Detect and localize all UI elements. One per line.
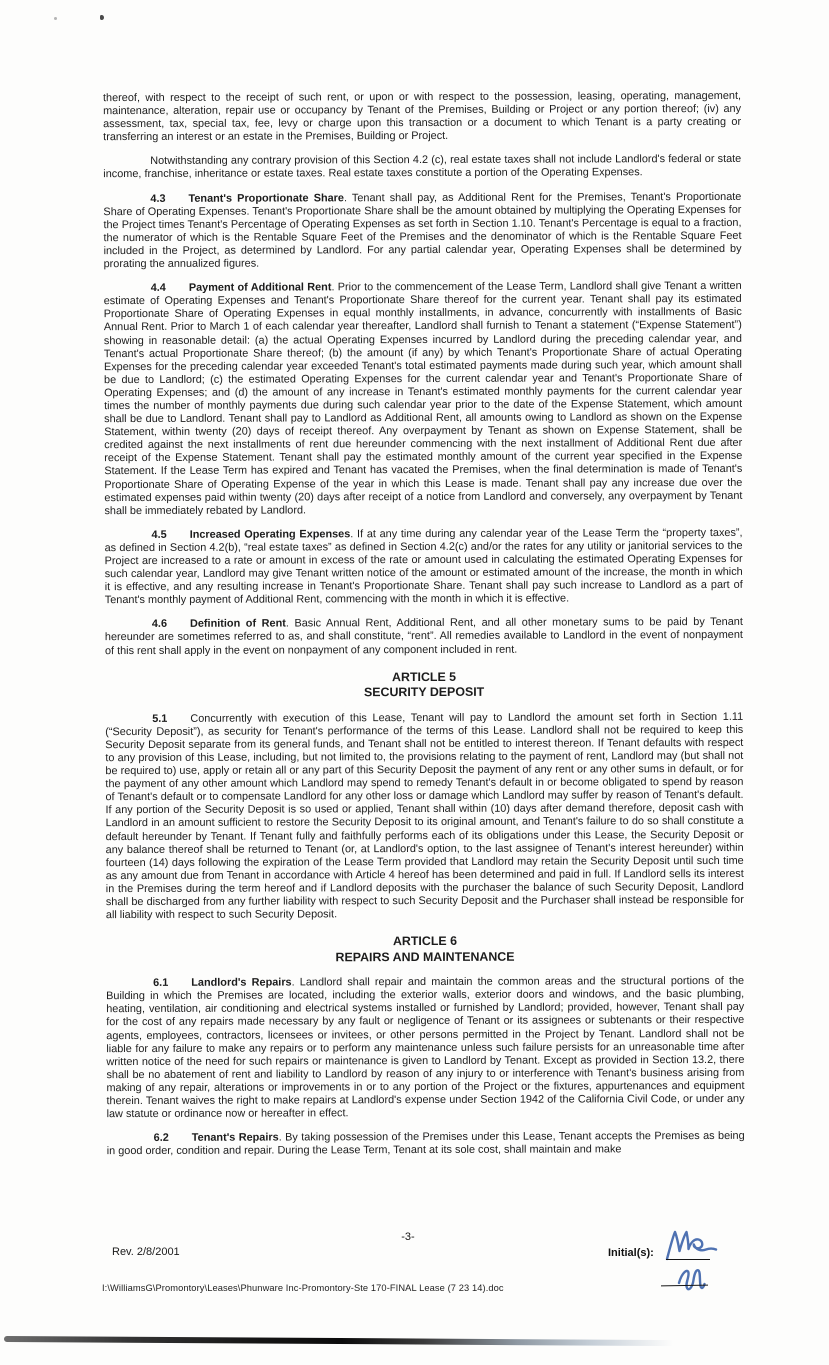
paragraph-notwithstanding: Notwithstanding any contrary provision of this Section 4.2 (c), real estate taxes shall not include Landlord's federal or state income, franchise, inheritance or estate taxes. Real estate taxes constitute a portion of the Operating Expenses. bbox=[103, 153, 742, 181]
section-title: Tenant's Proportionate Share bbox=[188, 191, 344, 205]
section-number: 5.1 bbox=[152, 712, 168, 725]
scan-speck bbox=[54, 17, 57, 20]
initials-label: Initial(s): bbox=[608, 1247, 654, 1259]
article-title: REPAIRS AND MAINTENANCE bbox=[335, 949, 515, 964]
section-number: 4.4 bbox=[150, 282, 166, 295]
article-title: SECURITY DEPOSIT bbox=[363, 684, 485, 700]
article-number: ARTICLE 5 bbox=[392, 669, 457, 684]
section-6-1 bbox=[106, 975, 744, 1121]
scan-artifact-streak bbox=[4, 1336, 680, 1346]
section-5-1 bbox=[105, 711, 744, 923]
section-title: Increased Operating Expenses bbox=[189, 528, 351, 541]
section-title: Tenant's Repairs bbox=[191, 1131, 279, 1144]
section-4-5 bbox=[105, 527, 743, 608]
section-4-4 bbox=[104, 280, 743, 518]
section-number: 6.2 bbox=[153, 1132, 169, 1145]
section-4-3 bbox=[103, 190, 741, 271]
paragraph-continuation: thereof, with respect to the receipt of such rent, or upon or with respect to the possession, leasing, operating, management, maintenance, alteration, repair use or occupancy by Tenant of the Premises, Building or Project or any portion thereof; (iv) any assessment, tax, special tax, fee, levy or charge upon this transaction or a document to which Tenant is a party creating or transferring an interest or an estate in the Premises, Building or Project. bbox=[103, 89, 742, 144]
section-body: . If at any time during any calendar year of the Lease Term the “property taxes”, as defined in Section 4.2(b), “real estate taxes” as defined in Section 4.2(c) and/or the rates for any utility or janitorial services to the Project are increased to a rate or amount in excess of the rate or amount used in calculating the estimated Operating Expenses for such calendar year, Landlord may give Tenant written notice of the amount or estimated amount of the increase, the month in which it is effective, and any resulting increase in Tenant's Proportionate Share. Tenant shall pay such increase to Landlord as a part of Tenant's monthly payment of Additional Rent, commencing with the month in which it is effective. bbox=[104, 526, 743, 607]
section-4-6 bbox=[105, 616, 743, 658]
initials-signature-1 bbox=[664, 1228, 718, 1262]
scan-speck bbox=[100, 15, 104, 20]
section-title: Payment of Additional Rent bbox=[188, 281, 332, 294]
initials-line-1 bbox=[666, 1259, 710, 1260]
section-title: Definition of Rent bbox=[189, 617, 286, 631]
section-number: 4.3 bbox=[150, 192, 166, 205]
revision-date: Rev. 2/8/2001 bbox=[112, 1246, 180, 1258]
article-6-heading bbox=[106, 933, 744, 966]
section-body: . Prior to the commencement of the Lease Term, Landlord shall give Tenant a written estimate of Operating Expenses and Tenant's Proportionate Share thereof for the current year. Tenant shall pay its estimated Proportionate Share of Operating Expenses in equal monthly installments, in advance, concurrently with installments of Basic Annual Rent. Prior to March 1 of each calendar year thereafter, Landlord shall furnish to Tenant a statement (“Expense Statement”) showing in reasonable detail: (a) the actual Operating Expenses incurred by Landlord during the preceding calendar year, and Tenant's actual Proportionate Share thereof; (b) the amount (if any) by which Tenant's Proportionate Share of actual Operating Expenses for the preceding calendar year exceeded Tenant's total estimated payments made during such year, which amount shall be due to Landlord; (c) the estimated Operating Expenses for the current calendar year and Tenant's Proportionate Share of Operating Expenses; and (d) the amount of any increase in Tenant's estimated monthly payments for the current calendar year times the number of monthly payments due during such calendar year prior to the date of the Expense Statement, which amount shall be due to Landlord. Tenant shall pay to Landlord as Additional Rent, all amounts owing to Landlord as shown on the Expense Statement, within twenty (20) days of receipt thereof. Any overpayment by Tenant as shown on Expense Statement, shall be credited against the next installments of rent due hereunder commencing with the next installment of Additional Rent due after receipt of the Expense Statement. Tenant shall pay the estimated monthly amount of the current year specified in the Expense Statement. If the Lease Term has expired and Tenant has vacated the Premises, when the final determination is made of Tenant's Proportionate Share of Operating Expense of the year in which this Lease is made. Tenant shall pay any increase due over the estimated expenses paid within twenty (20) days after receipt of a notice from Landlord and conversely, any overpayment by Tenant shall be immediately rebated by Landlord. bbox=[103, 280, 743, 517]
section-body: . By taking possession of the Premises under this Lease, Tenant accepts the Premises as being in good order, condition and repair. During the Lease Term, Tenant at its sole cost, shall maintain and make bbox=[106, 1130, 745, 1158]
section-body: Concurrently with execution of this Lease, Tenant will pay to Landlord the amount set forth in Section 1.11 (“Security Deposit”), as security for Tenant's performance of the terms of this Lease. Landlord shall not be required to keep this Security Deposit separate from its general funds, and Tenant shall not be entitled to interest thereon. If Tenant defaults with respect to any provision of this Lease, including, but not limited to, the provisions relating to the payment of rent, Landlord may (but shall not be required to) use, apply or retain all or any part of this Security Deposit the payment of any rent or any other sums in default, or for the payment of any other amount which Landlord may spend to remedy Tenant's default in or become obligated to spend by reason of Tenant's default or to compensate Landlord for any other loss or damage which Landlord may suffer by reason of Tenant's default. If any portion of the Security Deposit is so used or applied, Tenant shall within (10) days after demand therefore, deposit cash with Landlord in an amount sufficient to restore the Security Deposit to its original amount, and Tenant's failure to do so shall constitute a default hereunder by Tenant. If Tenant fully and faithfully performs each of its obligations under this Lease, the Security Deposit or any balance thereof shall be returned to Tenant (or, at Landlord's option, to the last assignee of Tenant's interest hereunder) within fourteen (14) days following the expiration of the Lease Term provided that Landlord may retain the Security Deposit until such time as any amount due from Tenant in accordance with Article 4 hereof has been determined and paid in full. If Landlord sells its interest in the Premises during the term hereof and if Landlord deposits with the purchaser the balance of such Security Deposit, Landlord shall be discharged from any further liability with respect to such Security Deposit and the Purchaser shall instead be responsible for all liability with respect to such Security Deposit. bbox=[105, 710, 744, 922]
file-path: I:\WilliamsG\Promontory\Leases\Phunware Inc-Promontory-Ste 170-FINAL Lease (7 23 14).doc bbox=[102, 1283, 504, 1293]
section-body: . Landlord shall repair and maintain the common areas and the structural portions of the Building in which the Premises are located, including the exterior walls, exterior doors and windows, and the basic plumbing, heating, ventilation, air conditioning and electrical systems installed or furnished by Landlord; provided, however, Tenant shall pay for the cost of any repairs made necessary by any fault or negligence of Tenant or its assignees or subtenants or their respective agents, employees, contractors, licensees or invitees, or other persons permitted in the Project by Tenant. Landlord shall not be liable for any failure to make any repairs or to perform any maintenance unless such failure persists for an unreasonable time after written notice of the need for such repairs or maintenance is given to Landlord by Tenant. Except as provided in Section 13.2, there shall be no abatement of rent and liability to Landlord by reason of any injury to or interference with Tenant's business arising from making of any repair, alterations or improvements in or to any portion of the Project or the fixtures, appurtenances and equipment therein. Tenant waives the right to make repairs at Landlord's expense under Section 1942 of the California Civil Code, or under any law statute or ordinance now or hereafter in effect. bbox=[106, 975, 745, 1121]
section-number: 4.5 bbox=[151, 528, 167, 541]
section-number: 6.1 bbox=[153, 977, 169, 990]
section-number: 4.6 bbox=[151, 618, 168, 631]
initials-signature-2 bbox=[676, 1262, 712, 1294]
page-number: -3- bbox=[401, 1231, 415, 1243]
section-body: . Tenant shall pay, as Additional Rent for the Premises, Tenant's Proportionate Share of Operating Expenses. Tenant's Proportionate Share shall be the amount obtained by multiplying the Operating Expenses for the Project times Tenant's Percentage of Operating Expenses as set forth in Section 1.10. Tenant's Percentage is equal to a fraction, the numerator of which is the Rentable Square Feet of the Premises and the denominator of which is the Rentable Square Feet included in the Project, as determined by Landlord. For any partial calendar year, Operating Expenses shall be determined by prorating the annualized figures. bbox=[103, 190, 742, 271]
section-6-2 bbox=[107, 1130, 745, 1158]
article-5-heading bbox=[105, 669, 743, 702]
section-title: Landlord's Repairs bbox=[191, 976, 292, 989]
lease-page-content bbox=[103, 90, 745, 1159]
article-number: ARTICLE 6 bbox=[392, 934, 458, 949]
section-body: . Basic Annual Rent, Additional Rent, and all other monetary sums to be paid by Tenant hereunder are sometimes referred to as, and shall constitute, “rent”. All remedies available to Landlord in the event of nonpayment of this rent shall apply in the event on nonpayment of any component included in rent. bbox=[104, 616, 743, 657]
